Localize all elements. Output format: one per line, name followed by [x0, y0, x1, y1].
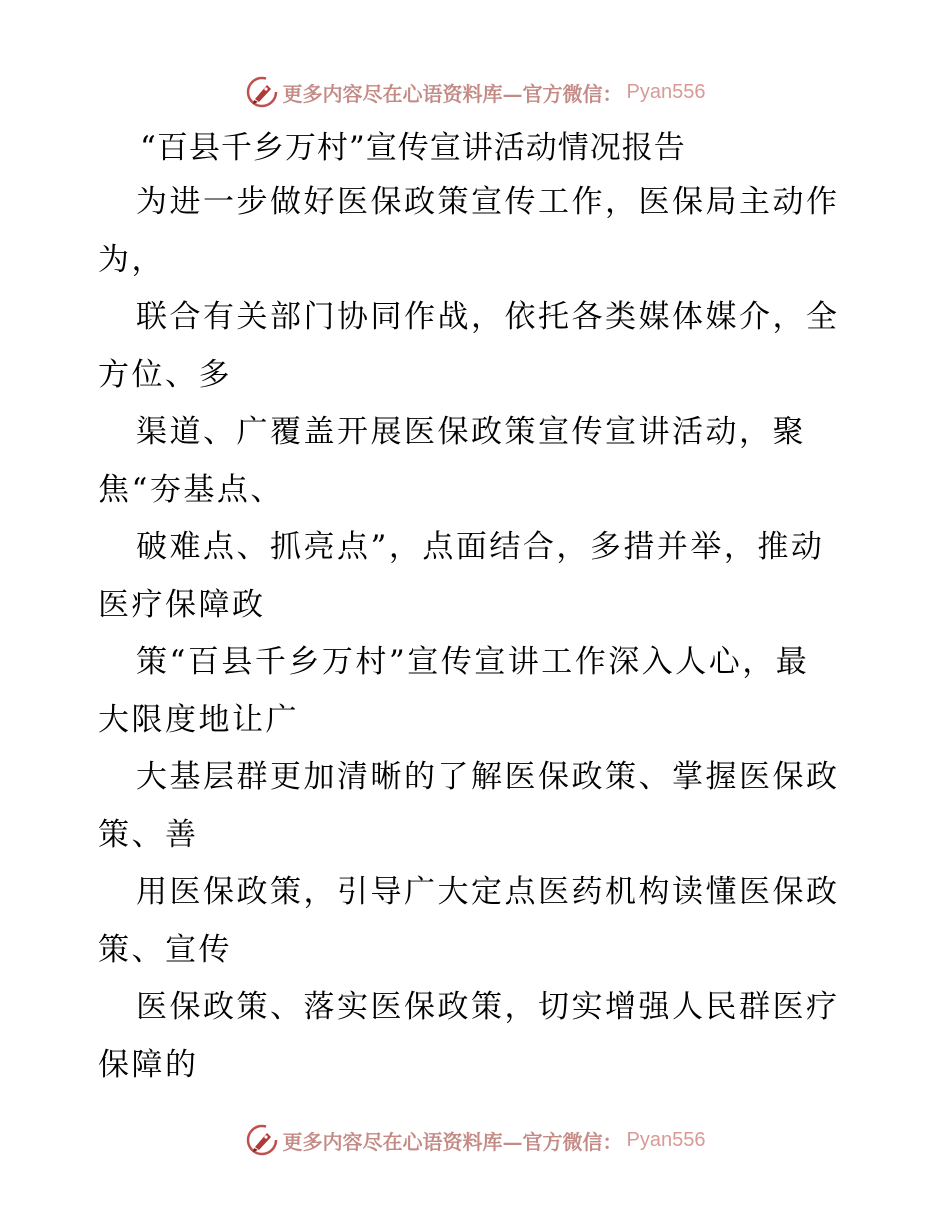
paragraph-line: 渠道、广覆盖开展医保政策宣传宣讲活动，聚: [136, 414, 806, 450]
header-watermark: [0, 72, 950, 112]
paragraph-line: 为进一步做好医保政策宣传工作，医保局主动作: [136, 184, 840, 220]
paragraph-line: 用医保政策，引导广大定点医药机构读懂医保政: [136, 874, 840, 910]
paragraph-line: 策、善: [98, 816, 199, 853]
document-title: “百县千乡万村”宣传宣讲活动情况报告: [140, 130, 686, 166]
paragraph-line: 策、宣传: [98, 931, 232, 968]
document-body: [98, 122, 858, 1094]
pen-nib-logo-icon: [245, 1123, 279, 1157]
footer-watermark: [0, 1120, 950, 1160]
watermark-text: 更多内容尽在心语资料库—官方微信：: [282, 1129, 623, 1154]
paragraph-line: 为，: [98, 241, 165, 278]
watermark-wechat-id: Pyan556: [626, 80, 706, 103]
paragraph-line: 方位、多: [98, 356, 232, 393]
paragraph-line: 医保政策、落实医保政策，切实增强人民群医疗: [136, 989, 840, 1025]
paragraph-line: 医疗保障政: [98, 586, 266, 623]
paragraph-line: 焦“夯基点、: [98, 471, 284, 508]
paragraph-line: 策“百县千乡万村”宣传宣讲工作深入人心，最: [136, 644, 810, 680]
paragraph-line: 联合有关部门协同作战，依托各类媒体媒介，全: [136, 299, 840, 335]
paragraph-line: 破难点、抓亮点”，点面结合，多措并举，推动: [136, 529, 825, 565]
paragraph-line: 保障的: [98, 1046, 199, 1083]
watermark-wechat-id: Pyan556: [626, 1128, 706, 1151]
pen-nib-logo-icon: [245, 75, 279, 109]
watermark-text: 更多内容尽在心语资料库—官方微信：: [282, 81, 623, 106]
paragraph-line: 大限度地让广: [98, 701, 299, 738]
paragraph-line: 大基层群更加清晰的了解医保政策、掌握医保政: [136, 759, 840, 795]
